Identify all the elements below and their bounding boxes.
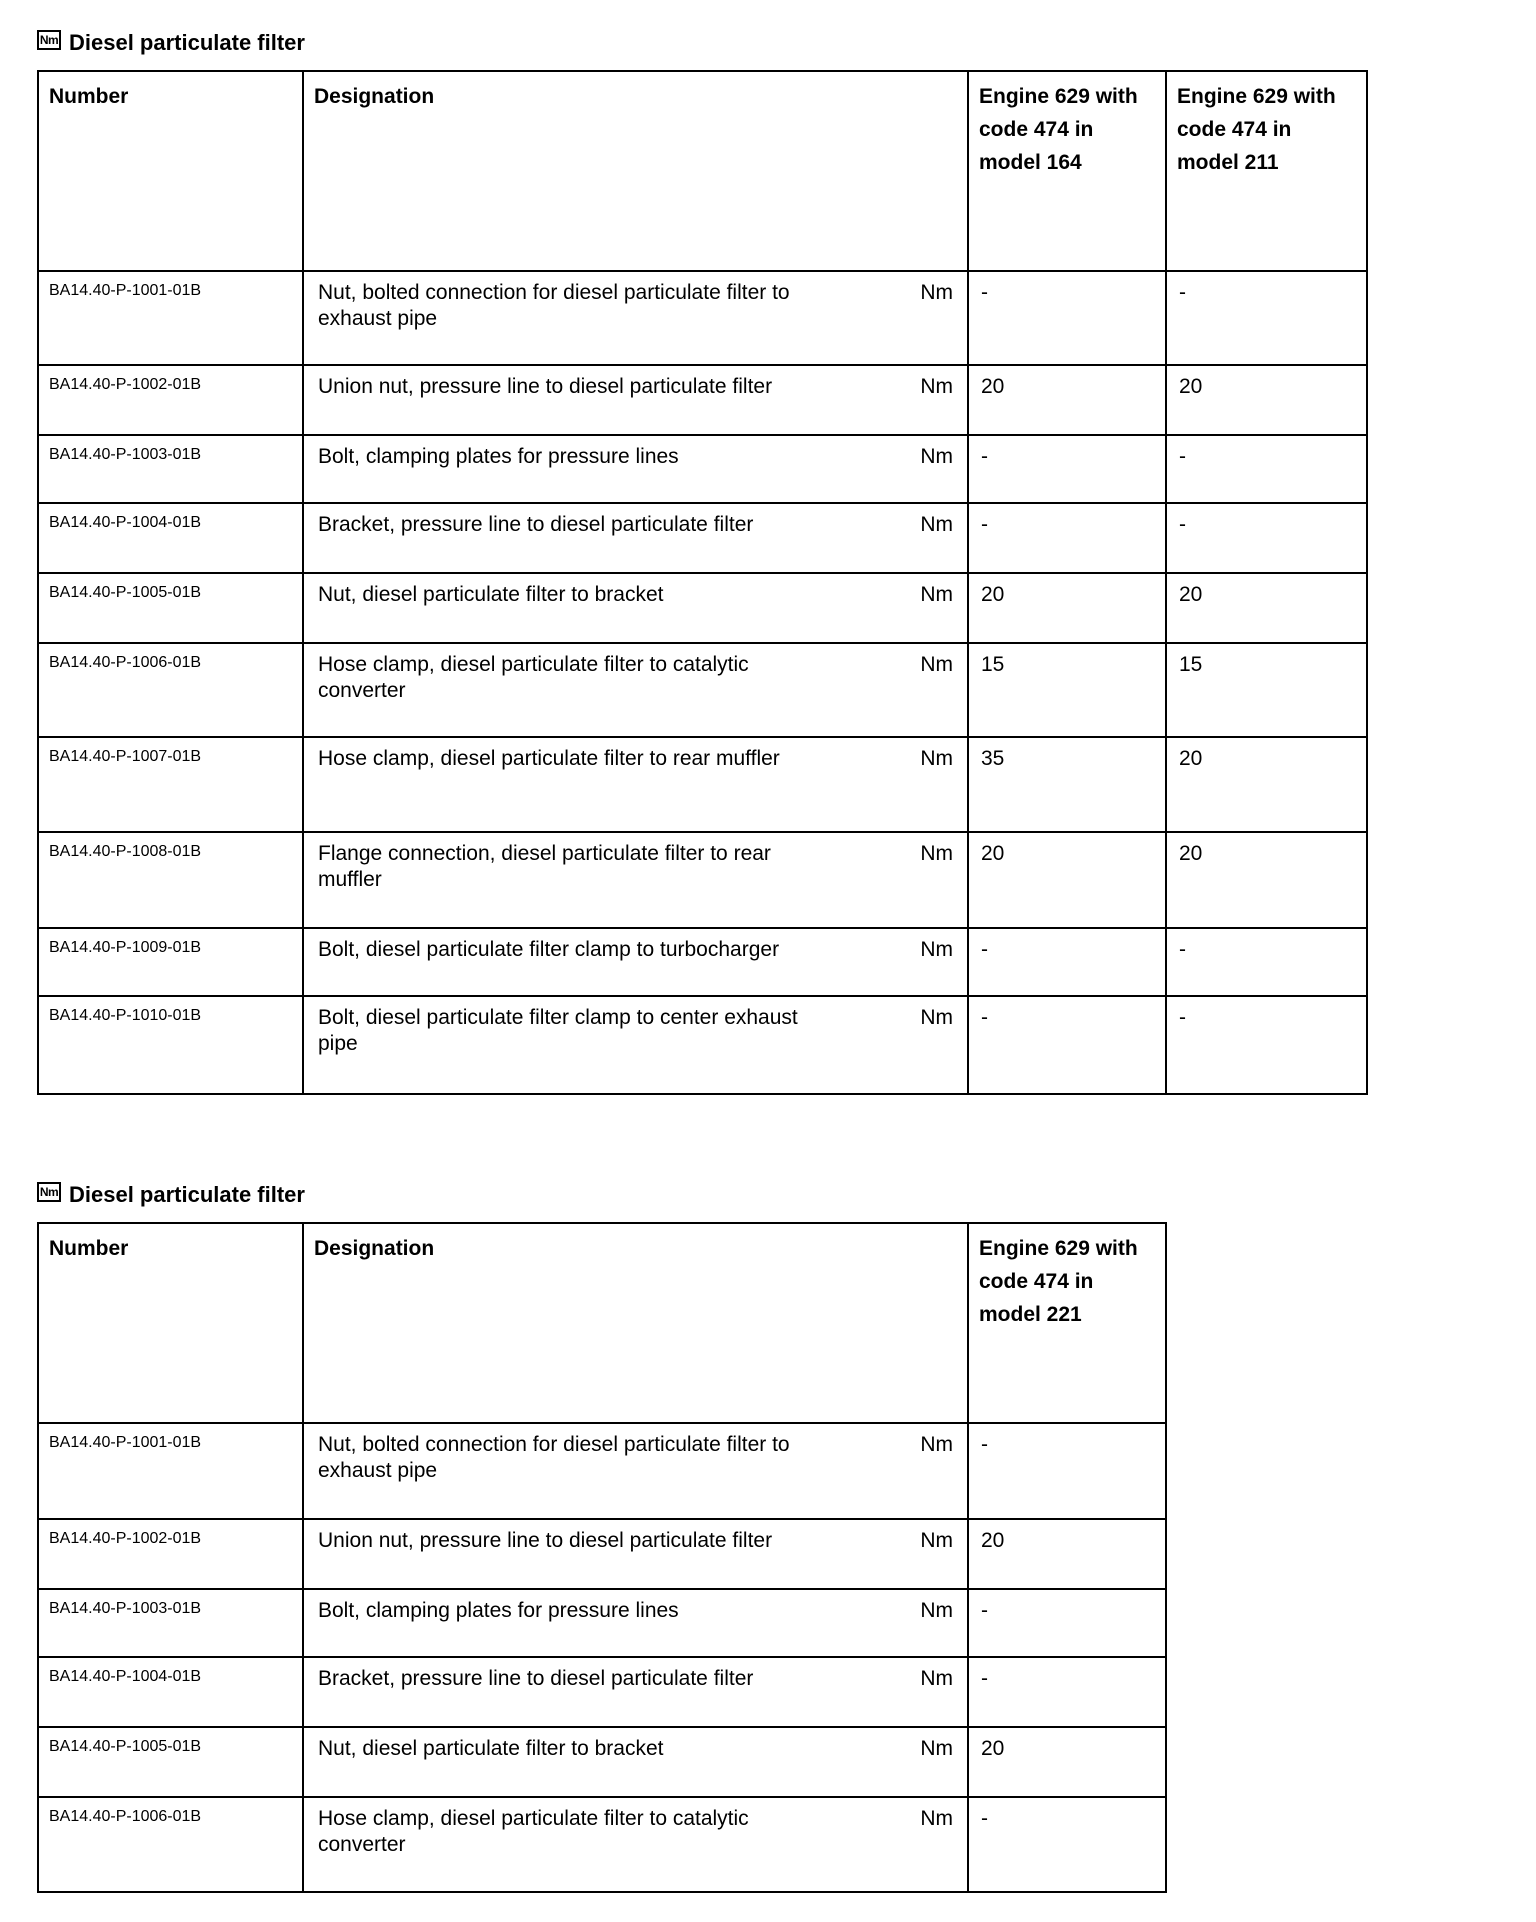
table-row bbox=[38, 996, 1367, 1094]
number-cell bbox=[38, 737, 303, 832]
part-number: BA14.40-P-1005-01B bbox=[49, 584, 202, 601]
designation-cell bbox=[303, 365, 968, 435]
torque-value: - bbox=[1179, 1006, 1186, 1029]
table-row bbox=[38, 1589, 1166, 1657]
part-number: BA14.40-P-1004-01B bbox=[49, 1668, 202, 1685]
designation-cell bbox=[303, 737, 968, 832]
part-number: BA14.40-P-1010-01B bbox=[49, 1007, 202, 1024]
designation-cell bbox=[303, 503, 968, 573]
designation-cell bbox=[303, 1589, 968, 1657]
torque-value: 20 bbox=[1179, 583, 1203, 606]
table-row bbox=[38, 1727, 1166, 1797]
header-number bbox=[38, 1223, 303, 1423]
designation-text: Bolt, clamping plates for pressure lines bbox=[318, 445, 679, 468]
torque-value-cell bbox=[968, 1589, 1166, 1657]
torque-value-cell bbox=[968, 573, 1166, 643]
part-number: BA14.40-P-1004-01B bbox=[49, 514, 202, 531]
designation-cell bbox=[303, 271, 968, 365]
torque-value: 35 bbox=[981, 747, 1005, 770]
torque-value: - bbox=[981, 1599, 988, 1622]
torque-value-cell bbox=[1166, 435, 1367, 503]
torque-section-2 bbox=[37, 1180, 1167, 1893]
section-title-row bbox=[37, 1180, 1167, 1210]
header-engine bbox=[1166, 71, 1367, 271]
table-row bbox=[38, 271, 1367, 365]
unit-label: Nm bbox=[920, 653, 953, 676]
header-engine bbox=[968, 71, 1166, 271]
torque-value-cell bbox=[968, 643, 1166, 737]
header-number-label: Number bbox=[49, 85, 129, 108]
designation-wrap bbox=[304, 366, 967, 400]
designation-text: Bracket, pressure line to diesel particulate filter bbox=[318, 513, 754, 536]
torque-value: 15 bbox=[981, 653, 1005, 676]
number-cell bbox=[38, 1423, 303, 1519]
header-designation bbox=[303, 1223, 968, 1423]
torque-value: - bbox=[981, 938, 988, 961]
torque-section-1 bbox=[37, 28, 1368, 1095]
torque-value-cell bbox=[1166, 737, 1367, 832]
designation-text: Nut, bolted connection for diesel particulate filter to exhaust pipe bbox=[318, 281, 790, 330]
designation-cell bbox=[303, 1423, 968, 1519]
torque-value-cell bbox=[968, 1423, 1166, 1519]
torque-value: - bbox=[981, 513, 988, 536]
designation-cell bbox=[303, 1797, 968, 1892]
part-number: BA14.40-P-1001-01B bbox=[49, 282, 202, 299]
unit-label: Nm bbox=[920, 281, 953, 304]
torque-value: 20 bbox=[981, 375, 1005, 398]
part-number: BA14.40-P-1007-01B bbox=[49, 748, 202, 765]
torque-value: - bbox=[981, 1006, 988, 1029]
unit-label: Nm bbox=[920, 1737, 953, 1760]
table-row bbox=[38, 573, 1367, 643]
designation-text: Hose clamp, diesel particulate filter to rear muffler bbox=[318, 747, 780, 770]
designation-wrap bbox=[304, 738, 967, 772]
torque-value: - bbox=[981, 1433, 988, 1456]
header-number bbox=[38, 71, 303, 271]
header-engine-label: Engine 629 with code 474 in model 221 bbox=[979, 1237, 1138, 1326]
part-number: BA14.40-P-1002-01B bbox=[49, 376, 202, 393]
designation-wrap bbox=[304, 1590, 967, 1624]
number-cell bbox=[38, 435, 303, 503]
header-engine-label: Engine 629 with code 474 in model 164 bbox=[979, 85, 1138, 174]
number-cell bbox=[38, 832, 303, 928]
unit-label: Nm bbox=[920, 1529, 953, 1552]
table-row bbox=[38, 1657, 1166, 1727]
table-row bbox=[38, 435, 1367, 503]
designation-wrap bbox=[304, 1520, 967, 1554]
unit-label: Nm bbox=[920, 938, 953, 961]
torque-value-cell bbox=[1166, 996, 1367, 1094]
torque-value-cell bbox=[1166, 832, 1367, 928]
table-row bbox=[38, 365, 1367, 435]
torque-value-cell bbox=[968, 996, 1166, 1094]
unit-label: Nm bbox=[920, 1599, 953, 1622]
torque-value: 15 bbox=[1179, 653, 1203, 676]
torque-value-cell bbox=[968, 271, 1166, 365]
part-number: BA14.40-P-1008-01B bbox=[49, 843, 202, 860]
unit-label: Nm bbox=[920, 375, 953, 398]
part-number: BA14.40-P-1001-01B bbox=[49, 1434, 202, 1451]
designation-wrap bbox=[304, 833, 967, 893]
designation-wrap bbox=[304, 644, 967, 704]
designation-text: Bolt, diesel particulate filter clamp to turbocharger bbox=[318, 938, 780, 961]
unit-label: Nm bbox=[920, 1667, 953, 1690]
torque-value-cell bbox=[1166, 573, 1367, 643]
designation-wrap bbox=[304, 929, 967, 963]
designation-text: Bolt, clamping plates for pressure lines bbox=[318, 1599, 679, 1622]
part-number: BA14.40-P-1003-01B bbox=[49, 1600, 202, 1617]
designation-cell bbox=[303, 573, 968, 643]
designation-wrap bbox=[304, 1658, 967, 1692]
header-row bbox=[38, 1223, 1166, 1423]
part-number: BA14.40-P-1006-01B bbox=[49, 654, 202, 671]
designation-cell bbox=[303, 1727, 968, 1797]
unit-label: Nm bbox=[920, 747, 953, 770]
header-row bbox=[38, 71, 1367, 271]
torque-value-cell bbox=[968, 1797, 1166, 1892]
unit-label: Nm bbox=[920, 583, 953, 606]
torque-value: - bbox=[1179, 281, 1186, 304]
part-number: BA14.40-P-1005-01B bbox=[49, 1738, 202, 1755]
table-row bbox=[38, 1519, 1166, 1589]
table-row bbox=[38, 643, 1367, 737]
designation-wrap bbox=[304, 997, 967, 1057]
header-designation-label: Designation bbox=[314, 85, 435, 108]
designation-text: Bracket, pressure line to diesel particulate filter bbox=[318, 1667, 754, 1690]
designation-text: Flange connection, diesel particulate filter to rear muffler bbox=[318, 842, 771, 891]
designation-wrap bbox=[304, 436, 967, 470]
number-cell bbox=[38, 1797, 303, 1892]
number-cell bbox=[38, 573, 303, 643]
designation-text: Hose clamp, diesel particulate filter to catalytic converter bbox=[318, 653, 749, 702]
torque-value-cell bbox=[1166, 503, 1367, 573]
torque-table bbox=[37, 70, 1368, 1095]
torque-value-cell bbox=[968, 1657, 1166, 1727]
table-row bbox=[38, 503, 1367, 573]
designation-cell bbox=[303, 832, 968, 928]
part-number: BA14.40-P-1003-01B bbox=[49, 446, 202, 463]
section-title: Diesel particulate filter bbox=[69, 1182, 305, 1207]
designation-cell bbox=[303, 643, 968, 737]
number-cell bbox=[38, 928, 303, 996]
torque-value: - bbox=[981, 1667, 988, 1690]
part-number: BA14.40-P-1002-01B bbox=[49, 1530, 202, 1547]
torque-value: - bbox=[981, 281, 988, 304]
number-cell bbox=[38, 1727, 303, 1797]
torque-value-cell bbox=[968, 503, 1166, 573]
torque-value-cell bbox=[1166, 643, 1367, 737]
designation-cell bbox=[303, 1657, 968, 1727]
unit-label: Nm bbox=[920, 1807, 953, 1830]
torque-value-cell bbox=[1166, 928, 1367, 996]
table-row bbox=[38, 1797, 1166, 1892]
torque-value-cell bbox=[968, 1519, 1166, 1589]
designation-cell bbox=[303, 435, 968, 503]
designation-wrap bbox=[304, 1798, 967, 1858]
torque-value: 20 bbox=[1179, 375, 1203, 398]
designation-text: Hose clamp, diesel particulate filter to catalytic converter bbox=[318, 1807, 749, 1856]
number-cell bbox=[38, 503, 303, 573]
designation-text: Nut, bolted connection for diesel particulate filter to exhaust pipe bbox=[318, 1433, 790, 1482]
designation-text: Union nut, pressure line to diesel particulate filter bbox=[318, 375, 773, 398]
torque-value: 20 bbox=[981, 842, 1005, 865]
header-number-label: Number bbox=[49, 1237, 129, 1260]
torque-table bbox=[37, 1222, 1167, 1893]
designation-wrap bbox=[304, 504, 967, 538]
torque-value: 20 bbox=[981, 1529, 1005, 1552]
designation-wrap bbox=[304, 1424, 967, 1484]
torque-value: - bbox=[1179, 938, 1186, 961]
designation-cell bbox=[303, 1519, 968, 1589]
torque-nm-icon: Nm bbox=[37, 30, 61, 50]
torque-nm-icon: Nm bbox=[37, 1182, 61, 1202]
header-designation bbox=[303, 71, 968, 271]
torque-value-cell bbox=[1166, 271, 1367, 365]
designation-wrap bbox=[304, 1728, 967, 1762]
torque-value: 20 bbox=[981, 583, 1005, 606]
header-engine bbox=[968, 1223, 1166, 1423]
designation-text: Nut, diesel particulate filter to bracket bbox=[318, 1737, 664, 1760]
section-title-row bbox=[37, 28, 1368, 58]
part-number: BA14.40-P-1009-01B bbox=[49, 939, 202, 956]
header-engine-label: Engine 629 with code 474 in model 211 bbox=[1177, 85, 1336, 174]
table-row bbox=[38, 832, 1367, 928]
unit-label: Nm bbox=[920, 445, 953, 468]
torque-value: 20 bbox=[1179, 842, 1203, 865]
number-cell bbox=[38, 1519, 303, 1589]
unit-label: Nm bbox=[920, 1006, 953, 1029]
part-number: BA14.40-P-1006-01B bbox=[49, 1808, 202, 1825]
torque-value-cell bbox=[968, 928, 1166, 996]
table-row bbox=[38, 928, 1367, 996]
torque-value-cell bbox=[968, 435, 1166, 503]
torque-value: - bbox=[1179, 513, 1186, 536]
designation-cell bbox=[303, 996, 968, 1094]
torque-value: - bbox=[1179, 445, 1186, 468]
designation-text: Bolt, diesel particulate filter clamp to center exhaust pipe bbox=[318, 1006, 798, 1055]
torque-value: 20 bbox=[1179, 747, 1203, 770]
number-cell bbox=[38, 365, 303, 435]
unit-label: Nm bbox=[920, 1433, 953, 1456]
torque-value: 20 bbox=[981, 1737, 1005, 1760]
torque-value-cell bbox=[968, 832, 1166, 928]
number-cell bbox=[38, 1589, 303, 1657]
designation-wrap bbox=[304, 574, 967, 608]
header-designation-label: Designation bbox=[314, 1237, 435, 1260]
number-cell bbox=[38, 1657, 303, 1727]
table-row bbox=[38, 1423, 1166, 1519]
unit-label: Nm bbox=[920, 842, 953, 865]
unit-label: Nm bbox=[920, 513, 953, 536]
torque-value-cell bbox=[968, 365, 1166, 435]
number-cell bbox=[38, 996, 303, 1094]
designation-wrap bbox=[304, 272, 967, 332]
torque-value-cell bbox=[968, 737, 1166, 832]
torque-value-cell bbox=[1166, 365, 1367, 435]
designation-cell bbox=[303, 928, 968, 996]
number-cell bbox=[38, 643, 303, 737]
table-row bbox=[38, 737, 1367, 832]
torque-value-cell bbox=[968, 1727, 1166, 1797]
torque-value: - bbox=[981, 445, 988, 468]
section-title: Diesel particulate filter bbox=[69, 30, 305, 55]
torque-value: - bbox=[981, 1807, 988, 1830]
designation-text: Union nut, pressure line to diesel particulate filter bbox=[318, 1529, 773, 1552]
number-cell bbox=[38, 271, 303, 365]
designation-text: Nut, diesel particulate filter to bracket bbox=[318, 583, 664, 606]
